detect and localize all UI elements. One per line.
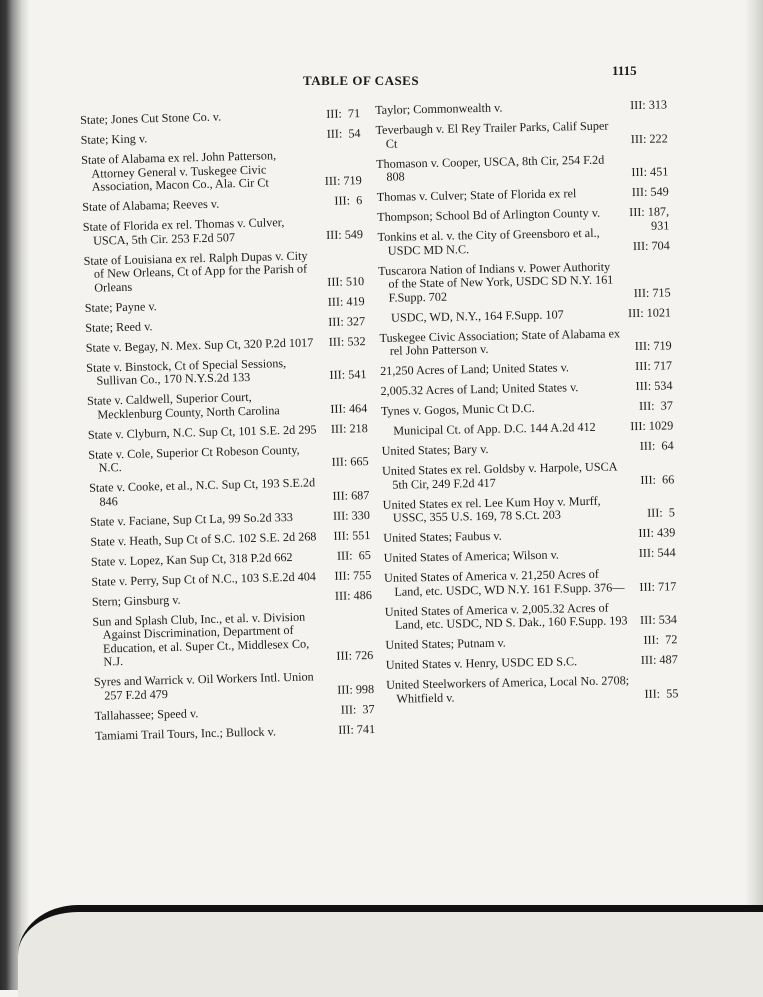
case-entry: United States ex rel. Lee Kum Hoy v. Murff, USSC, 355 U.S. 169, 78 S.Ct. 203 III: 5 [382,493,676,525]
case-entry: Tynes v. Gogos, Munic Ct D.C. III: 37 [380,398,673,418]
page-header-title: TABLE OF CASES [303,73,420,88]
case-entry: Sun and Splash Club, Inc., et al. v. Division Against Discrimination, Department of Education, et al. Super Ct., Middlesex Co, N.J. III: 726 [92,609,374,669]
case-entry: State v. Heath, Sup Ct of S.C. 102 S.E. 2d 268 III: 551 [90,527,371,549]
scan-right-edge [745,0,763,940]
case-entry: State v. Clyburn, N.C. Sup Ct, 101 S.E. 2d 295 III: 218 [87,420,368,442]
case-entry: State v. Perry, Sup Ct of N.C., 103 S.E.2d 404 III: 755 [91,567,372,589]
case-entry: Tuscarora Nation of Indians v. Power Authority of the State of New York, USDC SD N.Y. 161 F.Supp. 702 III: 715 [378,259,671,305]
case-entry: State of Alabama; Reeves v. III: 6 [82,193,363,214]
case-entry: State v. Cooke, et al., N.C. Sup Ct, 193 S.E.2d 846 III: 687 [88,475,370,509]
case-entry: Stern; Ginsburg v. III: 486 [91,587,372,609]
case-entry: State; Payne v. III: 419 [84,293,365,315]
case-entry: USDC, WD, N.Y., 164 F.Supp. 107 III: 1021 [390,304,672,325]
case-entry: United States; Bary v. III: 64 [381,438,674,458]
case-entry: Thomas v. Culver; State of Florida ex rel III: 549 [376,184,669,204]
case-entry: State v. Cole, Superior Ct Robeson County, N.C. III: 665 [88,442,369,475]
case-entry: 2,005.32 Acres of Land; United States v. III: 534 [380,378,673,398]
case-entry: State; King v. III: 54 [80,126,361,147]
case-entry: State of Florida ex rel. Thomas v. Culver, USCA, 5th Cir. 253 F.2d 507 III: 549 [82,215,364,248]
case-entry: State of Louisiana ex rel. Ralph Dupas v. City of New Orleans, Ct of App for the Parish of Orleans III: 510 [83,247,365,295]
case-entry: Tuskegee Civic Association; State of Alabama ex rel John Patterson v. III: 719 [379,325,672,358]
case-entry: State v. Begay, N. Mex. Sup Ct, 320 P.2d 1017 III: 532 [85,333,366,355]
case-entry: United States v. Henry, USDC ED S.C. III: 487 [385,652,678,672]
case-entry: Tamiami Trail Tours, Inc.; Bullock v. III: 741 [95,721,376,743]
page-number: 1115 [612,63,637,78]
scan-page-curl [18,905,763,997]
case-entry: United States; Putnam v. III: 72 [385,632,678,652]
case-entry: Tallahassee; Speed v. III: 37 [94,701,375,723]
case-entry: United States ex rel. Goldsby v. Harpole, USCA 5th Cir, 249 F.2d 417 III: 66 [381,459,675,492]
case-entry: State of Alabama ex rel. John Patterson, Attorney General v. Tuskegee Civic Association, Macon Co., Ala. Cir Ct III: 719 [80,148,362,194]
case-entry: Thompson; School Bd of Arlington County v. III: 187, 931 [377,204,670,233]
case-entry: Tonkins et al. v. the City of Greensboro et al., USDC MD N.C. III: 704 [377,225,670,258]
case-entry: Thomason v. Cooper, USCA, 8th Cir, 254 F.2d 808 III: 451 [376,152,669,184]
case-entry: Taylor; Commonwealth v. III: 313 [374,97,668,117]
scan-binding-edge [0,0,30,990]
case-entry: State v. Caldwell, Superior Court, Mecklenburg County, North Carolina III: 464 [86,389,368,422]
case-entry: United States of America v. 21,250 Acres of Land, etc. USDC, WD N.Y. 161 F.Supp. 376— III: 717 [383,566,677,599]
case-entry: United States of America v. 2,005.32 Acres of Land, etc. USDC, ND S. Dak., 160 F.Supp. 193 III: 534 [384,600,678,632]
case-entry: 21,250 Acres of Land; United States v. III: 717 [379,358,673,378]
case-entry: State v. Faciane, Sup Ct La, 99 So.2d 333 III: 330 [89,507,371,529]
case-entry: Syres and Warrick v. Oil Workers Intl. Union 257 F.2d 479 III: 998 [93,669,375,703]
left-column [80,107,375,749]
case-entry: State v. Binstock, Ct of Special Sessions, Sullivan Co., 170 N.Y.S.2d 133 III: 541 [86,355,367,388]
case-entry: State v. Lopez, Kan Sup Ct, 318 P.2d 662 III: 65 [90,547,372,569]
case-entry: State; Jones Cut Stone Co. v. III: 71 [79,106,361,127]
case-entry: United Steelworkers of America, Local No. 2708; Whitfield v. III: 55 [386,673,679,706]
case-entry: Teverbaugh v. El Rey Trailer Parks, Calif Super Ct III: 222 [375,118,668,151]
case-entry: United States of America; Wilson v. III: 544 [383,545,676,565]
case-entry: State; Reed v. III: 327 [85,313,366,335]
right-column [375,98,679,712]
case-entry: United States; Faubus v. III: 439 [383,525,676,545]
case-entry: Municipal Ct. of App. D.C. 144 A.2d 412 III: 1029 [393,418,674,438]
